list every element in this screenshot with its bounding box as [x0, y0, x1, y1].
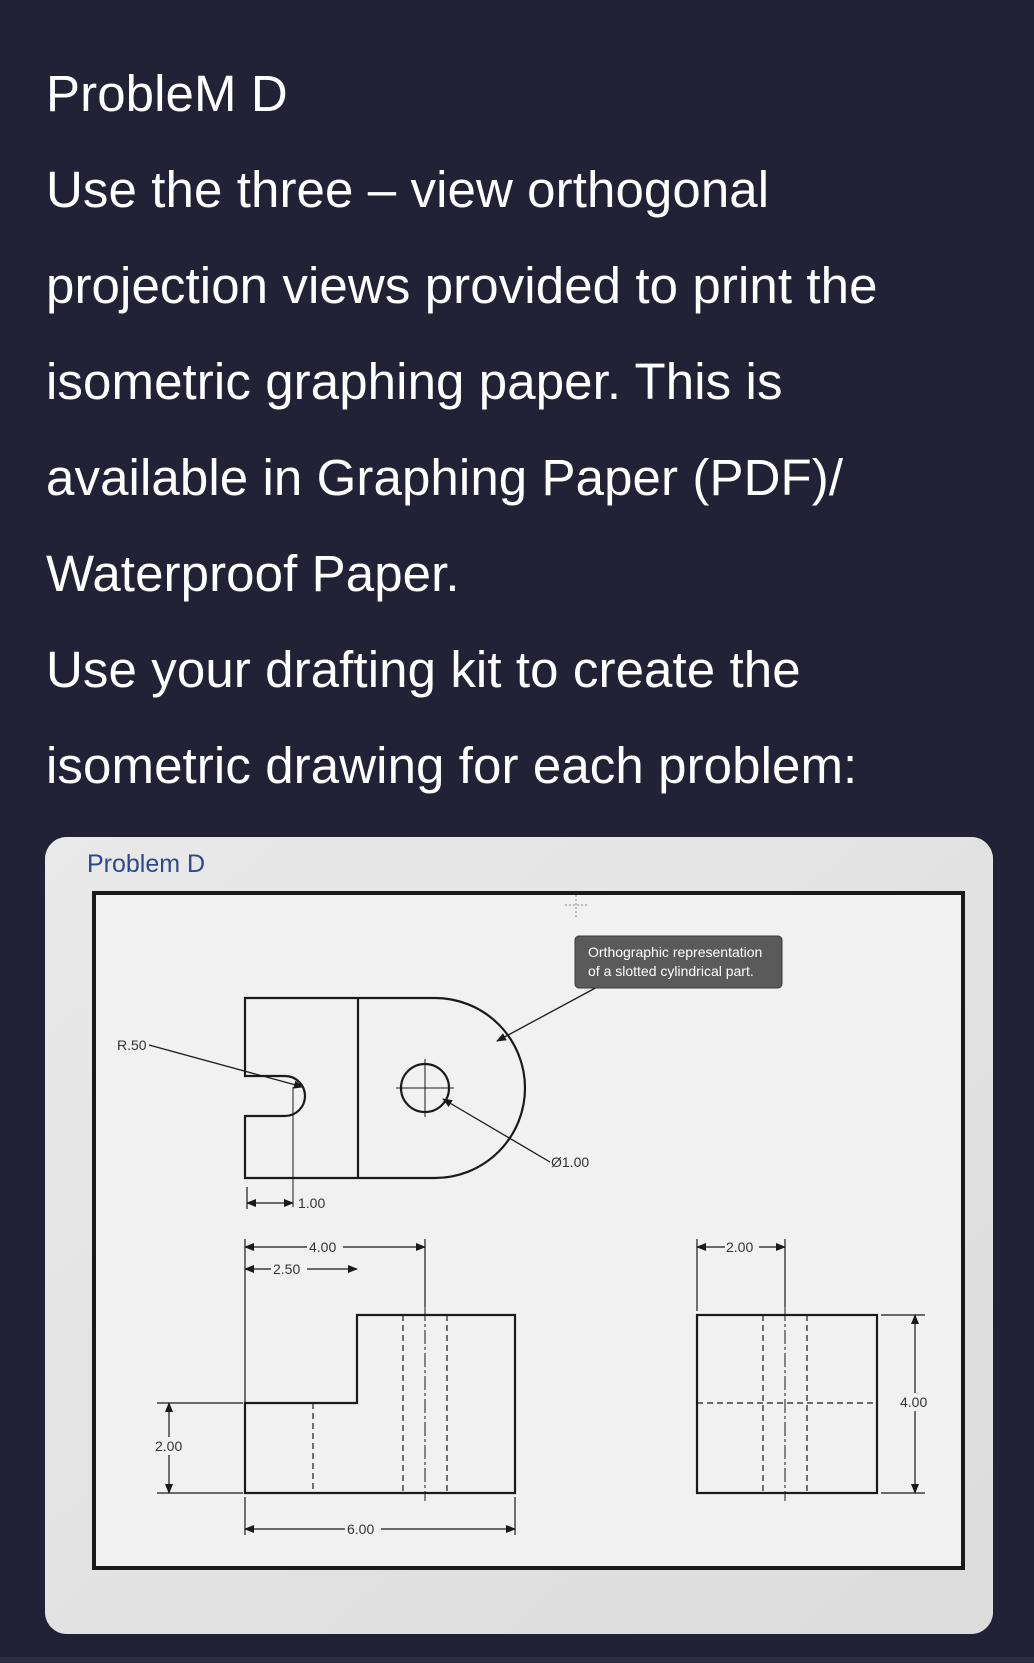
hole-dia-label: Ø1.00 [551, 1154, 590, 1170]
width-label: 6.00 [347, 1521, 375, 1537]
problem-line-3: isometric graphing paper. This is [46, 353, 783, 410]
problem-line-4: available in Graphing Paper (PDF)/ [46, 449, 844, 506]
dim-4-label: 4.00 [309, 1239, 337, 1255]
problem-statement [46, 46, 996, 814]
side-width-label: 2.00 [726, 1239, 754, 1255]
problem-line-7: isometric drawing for each problem: [46, 737, 858, 794]
problem-line-2: projection views provided to print the [46, 257, 878, 314]
radius-label: R.50 [117, 1037, 147, 1053]
drawing-title: Problem D [87, 850, 206, 878]
tooltip [575, 936, 782, 988]
dim-2-5-label: 2.50 [273, 1261, 301, 1277]
tooltip-line-2: of a slotted cylindrical part. [588, 963, 754, 979]
problem-heading: ProbleM D [46, 65, 288, 122]
problem-line-1: Use the three – view orthogonal [46, 161, 770, 218]
drawing-photo[interactable] [45, 837, 993, 1634]
problem-line-6: Use your drafting kit to create the [46, 641, 801, 698]
drawing-frame [94, 893, 963, 1568]
front-height-label: 2.00 [155, 1438, 183, 1454]
card-bottom-edge [0, 1657, 1034, 1663]
slot-offset-label: 1.00 [298, 1195, 326, 1211]
problem-line-5: Waterproof Paper. [46, 545, 460, 602]
side-height-label: 4.00 [900, 1394, 928, 1410]
orthographic-drawing [45, 837, 993, 1634]
tooltip-line-1: Orthographic representation [588, 944, 763, 960]
